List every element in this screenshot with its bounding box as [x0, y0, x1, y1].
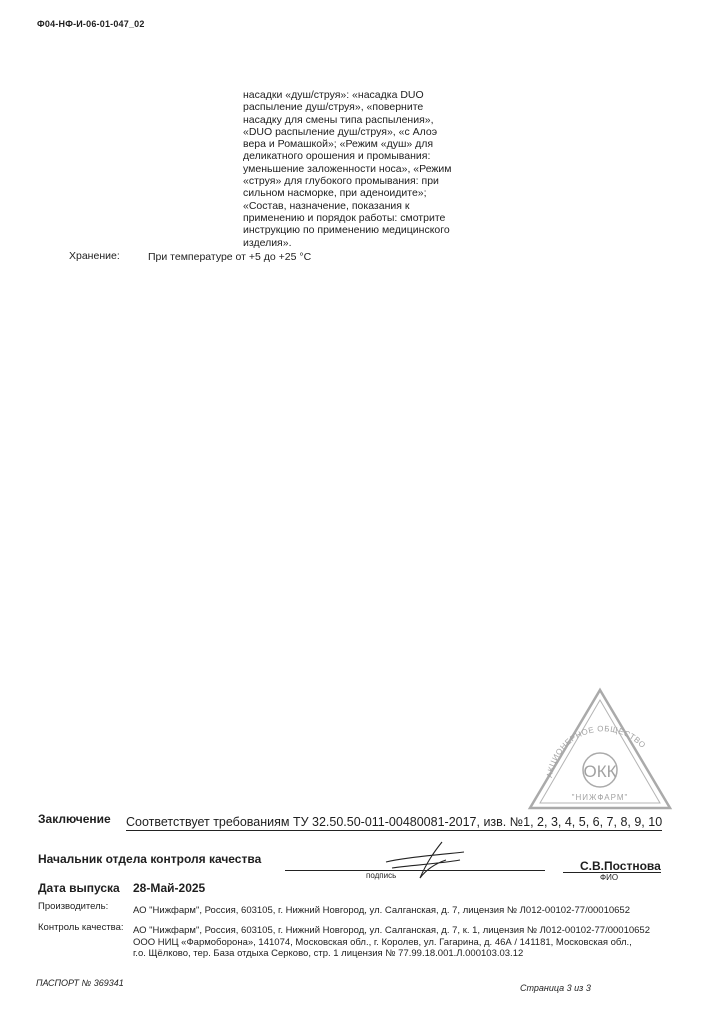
description-line: изделия».: [243, 236, 292, 249]
description-line: уменьшение заложенности носа», «Режим: [243, 162, 452, 175]
description-line: «струя» для глубокого промывания: при: [243, 175, 439, 188]
description-line: «Состав, назначение, показания к: [243, 199, 410, 212]
quality-control-line: ООО НИЦ «Фармоборона», 141074, Московская обл., г. Королев, ул. Гагарина, д. 46А / 141181, Московская обл.,: [133, 936, 632, 948]
description-line: применению и порядок работы: смотрите: [243, 211, 446, 224]
passport-number: ПАСПОРТ № 369341: [36, 978, 124, 988]
storage-label: Хранение:: [69, 250, 120, 262]
signature-line: [285, 870, 545, 871]
signature-caption: подпись: [366, 871, 397, 880]
conclusion-label: Заключение: [38, 812, 111, 826]
description-line: инструкцию по применению медицинского: [243, 224, 450, 237]
description-line: насадку для смены типа распыления»,: [243, 113, 434, 126]
issue-date-value: 28-Май-2025: [133, 881, 206, 895]
description-line: распыление душ/струя», «поверните: [243, 101, 424, 114]
description-line: вера и Ромашкой»; «Режим «душ» для: [243, 138, 434, 151]
page-number: Страница 3 из 3: [520, 983, 591, 993]
quality-control-line: г.о. Щёлково, тер. База отдыха Серково, стр. 1 лицензия № 77.99.18.001.Л.000103.03.12: [133, 948, 524, 960]
description-line: «DUO распыление душ/струя», «с Алоэ: [243, 125, 438, 138]
chief-label: Начальник отдела контроля качества: [38, 852, 262, 866]
issue-date-label: Дата выпуска: [38, 881, 120, 895]
stamp-bottom-text: "НИЖФАРМ": [571, 793, 629, 802]
description-line: деликатного орошения и промывания:: [243, 150, 431, 163]
stamp-arc-text: АКЦИОНЕРНОЕ ОБЩЕСТВО: [545, 724, 648, 779]
description-line: сильном насморке, при аденоидите»;: [243, 187, 427, 200]
company-stamp: [524, 686, 674, 816]
description-block: [243, 89, 478, 249]
description-line: насадки «душ/струя»: «насадка DUO: [243, 89, 424, 101]
stamp-center-text: ОКК: [583, 762, 617, 781]
chief-name: С.В.Постнова: [580, 859, 661, 873]
quality-control-line: АО "Нижфарм", Россия, 603105, г. Нижний Новгород, ул. Салганская, д. 7, к. 1, лицензия № Л012-00102-77/00010652: [133, 925, 650, 936]
storage-value: При температуре от +5 до +25 °С: [148, 251, 312, 263]
manufacturer-label: Производитель:: [38, 901, 109, 912]
manufacturer-value: АО "Нижфарм", Россия, 603105, г. Нижний Новгород, ул. Салганская, д. 7, лицензия № Л012-00102-77/00010652: [133, 905, 630, 916]
quality-control-block: [133, 925, 650, 960]
document-code: Ф04-НФ-И-06-01-047_02: [37, 19, 145, 29]
conclusion-value: Соответствует требованиям ТУ 32.50.50-011-00480081-2017, изв. №1, 2, 3, 4, 5, 6, 7, 8, 9, 10: [126, 815, 663, 829]
quality-control-label: Контроль качества:: [38, 922, 124, 933]
name-caption: ФИО: [600, 873, 619, 882]
